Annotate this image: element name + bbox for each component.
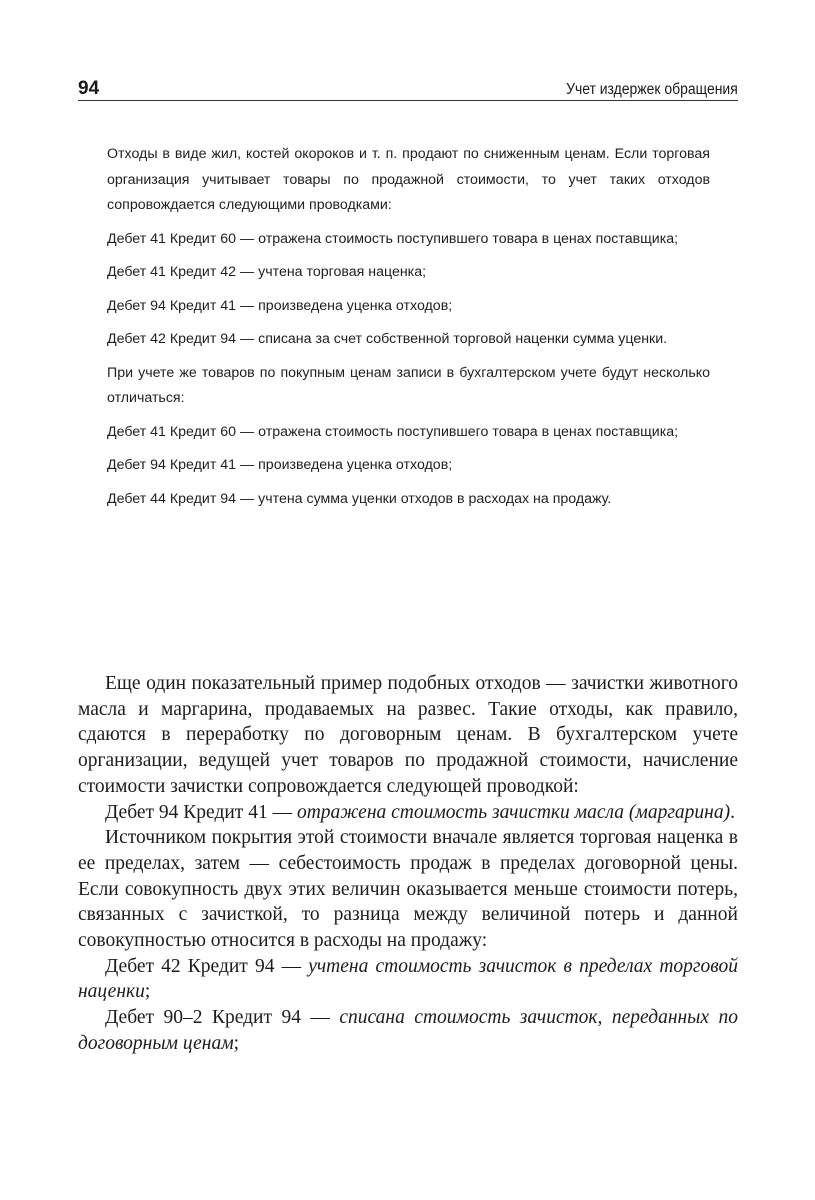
- box-paragraph: Отходы в виде жил, костей окороков и т. п. продают по сниженным ценам. Если торговая организация учитывает товары по продажной стоимости, то учет таких отходов сопровождается следующими проводками:: [107, 146, 710, 213]
- box-entry: Дебет 41 Кредит 60 — отражена стоимость поступившего товара в ценах поставщика;: [107, 423, 679, 440]
- page-number: 94: [78, 78, 100, 99]
- accounting-entry: [78, 954, 738, 1005]
- accounting-entry: [78, 800, 738, 826]
- running-title: Учет издержек обращения: [566, 81, 738, 98]
- main-text: [78, 671, 738, 1057]
- entry-accounts: Дебет 42 Кредит 94 —: [105, 955, 309, 977]
- box-paragraph: При учете же товаров по покупным ценам записи в бухгалтерском учете будут несколько отличаться:: [107, 364, 710, 406]
- entry-punct: .: [730, 801, 735, 823]
- entry-accounts: Дебет 94 Кредит 41 —: [105, 801, 297, 823]
- example-box: [107, 142, 710, 520]
- entry-description: учтена стоимость зачисток в пределах торговой наценки: [78, 955, 738, 1003]
- entry-punct: ;: [144, 981, 151, 1003]
- accounting-entry: [78, 1005, 738, 1056]
- body-paragraph: Еще один показательный пример подобных отходов — зачистки животного масла и маргарина, продаваемых на развес. Такие отходы, как правило, сдаются в переработку по договорным ценам. В бухгалтерском учете организации, ведущей учет товаров по продажной стоимости, начисление стоимости зачистки сопровождается следующей проводкой:: [78, 673, 738, 797]
- page-header: [78, 78, 738, 101]
- box-entry: Дебет 41 Кредит 42 — учтена торговая наценка;: [107, 264, 427, 280]
- entry-description: отражена стоимость зачистки масла (маргарина): [296, 801, 731, 823]
- entry-punct: ;: [233, 1032, 240, 1054]
- box-entry: Дебет 94 Кредит 41 — произведена уценка отходов;: [107, 457, 453, 473]
- box-entry: Дебет 94 Кредит 41 — произведена уценка отходов;: [107, 297, 453, 314]
- body-paragraph: Источником покрытия этой стоимости вначале является торговая наценка в ее пределах, затем — себестоимость продаж в пределах договорной цены. Если совокупность двух этих величин оказывается меньше стоимости потерь, связанных с зачисткой, то разница между величиной потерь и данной совокупностью относится в расходы на продажу:: [78, 827, 738, 952]
- entry-accounts: Дебет 90–2 Кредит 94 —: [105, 1007, 340, 1029]
- box-entry: Дебет 41 Кредит 60 — отражена стоимость поступившего товара в ценах поставщика;: [107, 230, 679, 247]
- entry-description: списана стоимость зачисток, переданных по договорным ценам: [78, 1007, 738, 1054]
- box-entry: Дебет 44 Кредит 94 — учтена сумма уценки отходов в расходах на продажу.: [107, 490, 612, 507]
- box-entry: Дебет 42 Кредит 94 — списана за счет собственной торговой наценки сумма уценки.: [107, 331, 668, 347]
